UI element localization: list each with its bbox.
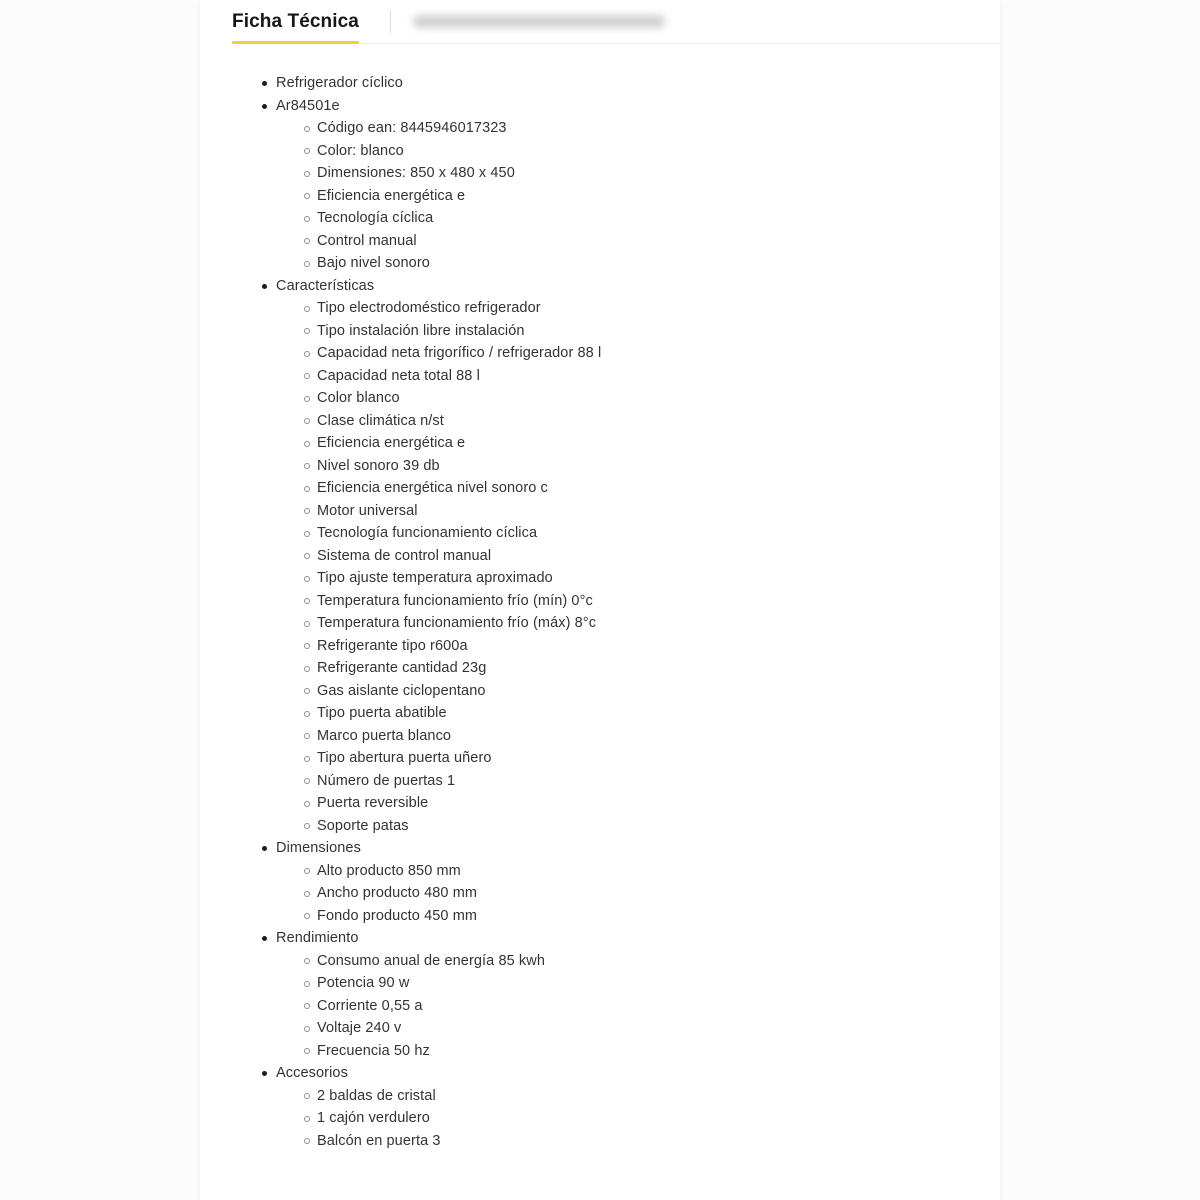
content-card bbox=[200, 0, 1000, 1200]
list-item: Refrigerador cíclico bbox=[200, 72, 1000, 95]
tab-ficha-tecnica[interactable] bbox=[232, 0, 359, 43]
list-item: 1 cajón verdulero bbox=[200, 1107, 1000, 1130]
list-item: Fondo producto 450 mm bbox=[200, 905, 1000, 928]
list-item: Balcón en puerta 3 bbox=[200, 1130, 1000, 1153]
list-item: Eficiencia energética e bbox=[200, 432, 1000, 455]
list-item: Nivel sonoro 39 db bbox=[200, 455, 1000, 478]
list-item: Eficiencia energética e bbox=[200, 185, 1000, 208]
list-item: Ancho producto 480 mm bbox=[200, 882, 1000, 905]
tab-divider bbox=[390, 10, 391, 33]
tab-bar bbox=[232, 0, 1000, 44]
list-item: Voltaje 240 v bbox=[200, 1017, 1000, 1040]
list-item: Corriente 0,55 a bbox=[200, 995, 1000, 1018]
list-item: Refrigerante tipo r600a bbox=[200, 635, 1000, 658]
list-item: Tecnología cíclica bbox=[200, 207, 1000, 230]
list-item: Motor universal bbox=[200, 500, 1000, 523]
list-item: Color: blanco bbox=[200, 140, 1000, 163]
list-item: Gas aislante ciclopentano bbox=[200, 680, 1000, 703]
list-item: Clase climática n/st bbox=[200, 410, 1000, 433]
list-item: Capacidad neta total 88 l bbox=[200, 365, 1000, 388]
redacted-tab-label bbox=[413, 15, 665, 28]
tab-redacted[interactable] bbox=[413, 0, 665, 43]
list-item: Tipo puerta abatible bbox=[200, 702, 1000, 725]
list-item: Tecnología funcionamiento cíclica bbox=[200, 522, 1000, 545]
list-item: Ar84501e bbox=[200, 95, 1000, 118]
tab-ficha-tecnica-label: Ficha Técnica bbox=[232, 10, 359, 32]
list-item: Rendimiento bbox=[200, 927, 1000, 950]
list-item: Eficiencia energética nivel sonoro c bbox=[200, 477, 1000, 500]
list-item: Marco puerta blanco bbox=[200, 725, 1000, 748]
list-item: Tipo electrodoméstico refrigerador bbox=[200, 297, 1000, 320]
list-item: Accesorios bbox=[200, 1062, 1000, 1085]
list-item: Dimensiones: 850 x 480 x 450 bbox=[200, 162, 1000, 185]
list-item: Puerta reversible bbox=[200, 792, 1000, 815]
list-item: Consumo anual de energía 85 kwh bbox=[200, 950, 1000, 973]
list-item: Número de puertas 1 bbox=[200, 770, 1000, 793]
list-item: Alto producto 850 mm bbox=[200, 860, 1000, 883]
list-item: Temperatura funcionamiento frío (mín) 0°c bbox=[200, 590, 1000, 613]
list-item: Tipo instalación libre instalación bbox=[200, 320, 1000, 343]
list-item: Sistema de control manual bbox=[200, 545, 1000, 568]
list-item: Tipo ajuste temperatura aproximado bbox=[200, 567, 1000, 590]
list-item: Dimensiones bbox=[200, 837, 1000, 860]
list-item: Refrigerante cantidad 23g bbox=[200, 657, 1000, 680]
list-item: Tipo abertura puerta uñero bbox=[200, 747, 1000, 770]
list-item: Potencia 90 w bbox=[200, 972, 1000, 995]
list-item: Código ean: 8445946017323 bbox=[200, 117, 1000, 140]
list-item: Bajo nivel sonoro bbox=[200, 252, 1000, 275]
list-item: Frecuencia 50 hz bbox=[200, 1040, 1000, 1063]
list-item: Soporte patas bbox=[200, 815, 1000, 838]
list-item: 2 baldas de cristal bbox=[200, 1085, 1000, 1108]
list-item: Color blanco bbox=[200, 387, 1000, 410]
list-item: Características bbox=[200, 275, 1000, 298]
spec-list bbox=[200, 44, 1000, 1152]
list-item: Control manual bbox=[200, 230, 1000, 253]
list-item: Capacidad neta frigorífico / refrigerador 88 l bbox=[200, 342, 1000, 365]
list-item: Temperatura funcionamiento frío (máx) 8°c bbox=[200, 612, 1000, 635]
